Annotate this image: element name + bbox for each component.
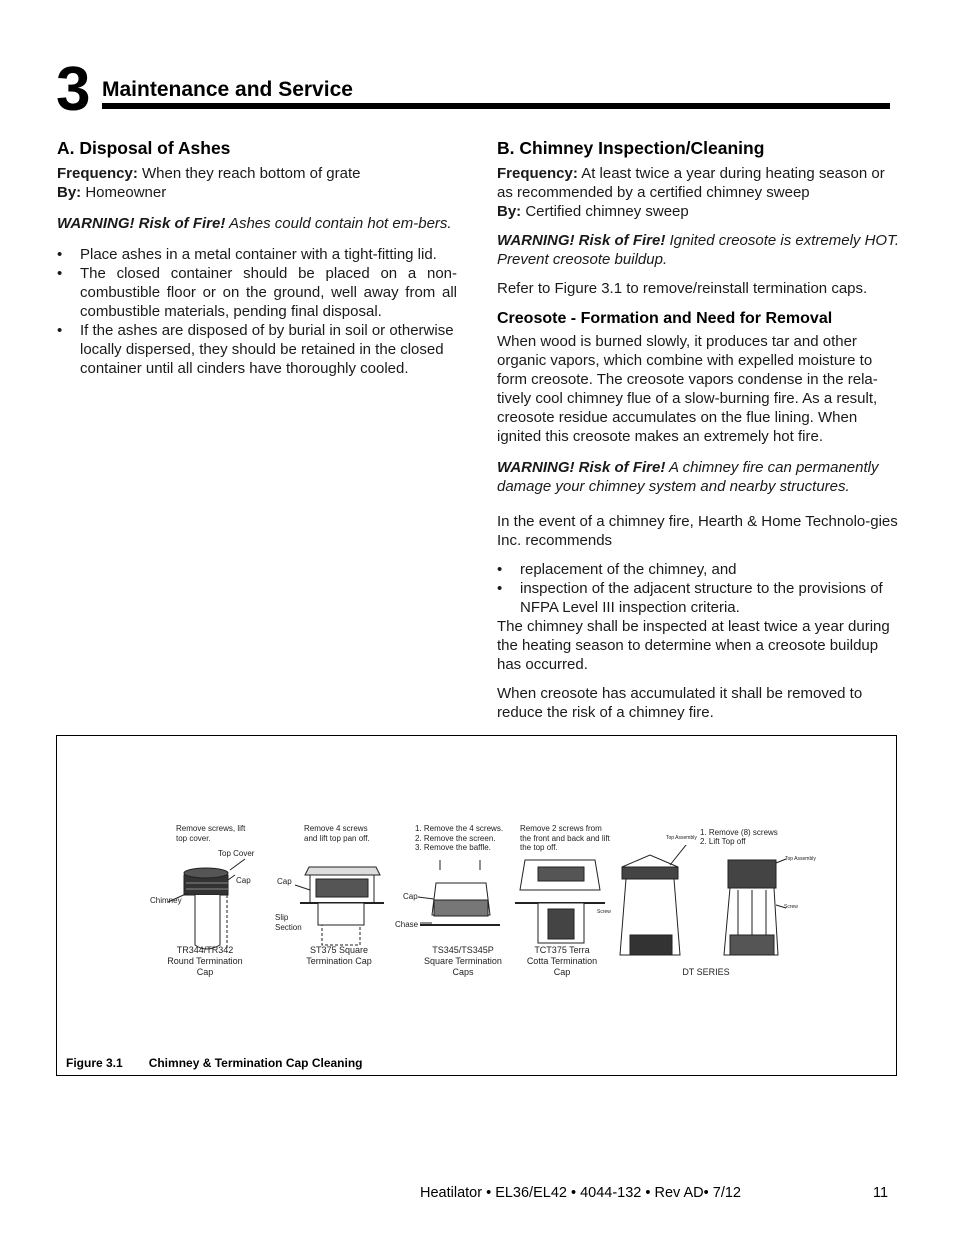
frequency-text: At least twice a year during heating season or as recommended by a certified chimney sweep [497,165,885,201]
creosote-paragraph: When wood is burned slowly, it produces tar and other organic vapors, which combine with expelled moisture to form creosote. The creosote vapors condense in the rela-tively cool chimney flue of a slow-burning fire. As a result, creosote residue accumulates on the flue lining. When ignited this creosote makes an extremely hot fire. [497,333,878,445]
section-a-frequency [57,164,457,183]
footer-text: Heatilator • EL36/EL42 • 4044-132 • Rev AD• 7/12 [420,1185,741,1201]
figure-title: Chimney & Termination Cap Cleaning [148,1056,363,1070]
warning-label: WARNING! Risk of Fire! [497,232,666,249]
ts345-cap-drawing [418,860,500,925]
recommendation-list [497,560,902,617]
dt-series-drawing-1 [620,845,690,955]
section-b-by [497,202,902,221]
tct375-instruction: Remove 2 screws from the front and back and lift the top off. [520,824,610,852]
tct375-caption: TCT375 Terra Cotta Termination Cap [526,945,598,977]
st375-cap-drawing [295,867,384,945]
chapter-title: Maintenance and Service [102,78,353,101]
tr344-caption: TR344/TR342 Round Termination Cap [167,945,243,977]
list-item: • replacement of the chimney, and [497,560,902,579]
ts345-instruction-2: 2. Remove the screen. [415,834,496,843]
by-label: By: [497,203,522,220]
section-b-warning-1 [497,231,902,269]
tr344-instruction: Remove screws, lift top cover. [176,824,246,843]
warning-text: A chimney fire can permanently damage your chimney system and nearby structures. [497,459,879,495]
section-a-heading: A. Disposal of Ashes [57,138,231,158]
st375-slip-label: Slip Section [275,913,302,932]
section-b-frequency [497,164,902,202]
ts345-cap-label: Cap [403,892,418,901]
page-number: 11 [873,1185,889,1201]
section-a-by [57,183,457,202]
frequency-label: Frequency: [57,165,138,182]
dt-top-assembly-label-2: Top Assembly [785,856,816,862]
ash-disposal-list [57,245,457,378]
list-item: • Place ashes in a metal container with a tight-fitting lid. [57,245,457,264]
figure-number: Figure 3.1 [66,1056,123,1070]
tct375-cap-drawing [515,860,605,943]
frequency-label: Frequency: [497,165,578,182]
frequency-text: When they reach bottom of grate [137,165,361,182]
by-text: Homeowner [81,184,167,201]
dt-screw-label-2: Screw [784,904,798,910]
by-text: Certified chimney sweep [521,203,689,220]
ts345-instruction-3: 3. Remove the baffle. [415,843,491,852]
section-disposal-of-ashes [57,137,457,378]
section-b-warning-2 [497,458,902,496]
ts345-instruction-1: 1. Remove the 4 screws. [415,824,504,833]
inspection-paragraph: The chimney shall be inspected at least twice a year during the heating season to determine when a creosote buildup has occurred. [497,618,890,673]
tr344-cap-label: Cap [236,876,251,885]
section-b-heading: B. Chimney Inspection/Cleaning [497,138,765,158]
refer-figure-text: Refer to Figure 3.1 to remove/reinstall termination caps. [497,280,868,297]
warning-text: Ashes could contain hot em-bers. [225,215,452,232]
dt-series-drawing-2 [724,859,786,955]
dt-caption: DT SERIES [682,967,730,977]
list-item: • The closed container should be placed on a non-combustible floor or on the ground, well away from all combustible materials, pending final disposal. [57,264,457,321]
warning-label: WARNING! Risk of Fire! [57,215,226,232]
list-item: • inspection of the adjacent structure to the provisions of NFPA Level III inspection criteria. [497,579,902,617]
st375-cap-label: Cap [277,877,292,886]
ts345-caption: TS345/TS345P Square Termination Caps [424,945,502,977]
warning-label: WARNING! Risk of Fire! [497,459,666,476]
by-label: By: [57,184,82,201]
header-rule [102,103,890,109]
dt-top-assembly-label-1: Top Assembly [666,835,697,841]
dt-instruction-1: 1. Remove (8) screws [700,828,778,837]
st375-caption: ST375 Square Termination Cap [306,945,372,966]
figure-caption [66,1056,363,1070]
ts345-chase-label: Chase [395,920,419,929]
tr344-chimney-label: Chimney [150,896,182,905]
list-item: • If the ashes are disposed of by burial in soil or otherwise locally dispersed, they should be retained in the closed container until all cinders have thoroughly cooled. [57,321,457,378]
tr344-top-cover-label: Top Cover [218,849,255,858]
section-chimney-inspection [497,137,902,722]
warning-text: Ignited creosote is extremely HOT. Prevent creosote buildup. [497,232,900,268]
chapter-number: 3 [56,55,89,124]
dt-instruction-2: 2. Lift Top off [700,837,746,846]
dt-screw-label-1: Screw [597,909,611,915]
removal-paragraph: When creosote has accumulated it shall be removed to reduce the risk of a chimney fire. [497,685,863,721]
section-a-warning [57,214,457,233]
st375-instruction: Remove 4 screws and lift top pan off. [304,824,370,843]
chimney-fire-paragraph: In the event of a chimney fire, Hearth & Home Technolo-gies Inc. recommends [497,513,898,549]
creosote-subheading: Creosote - Formation and Need for Removal [497,310,833,327]
